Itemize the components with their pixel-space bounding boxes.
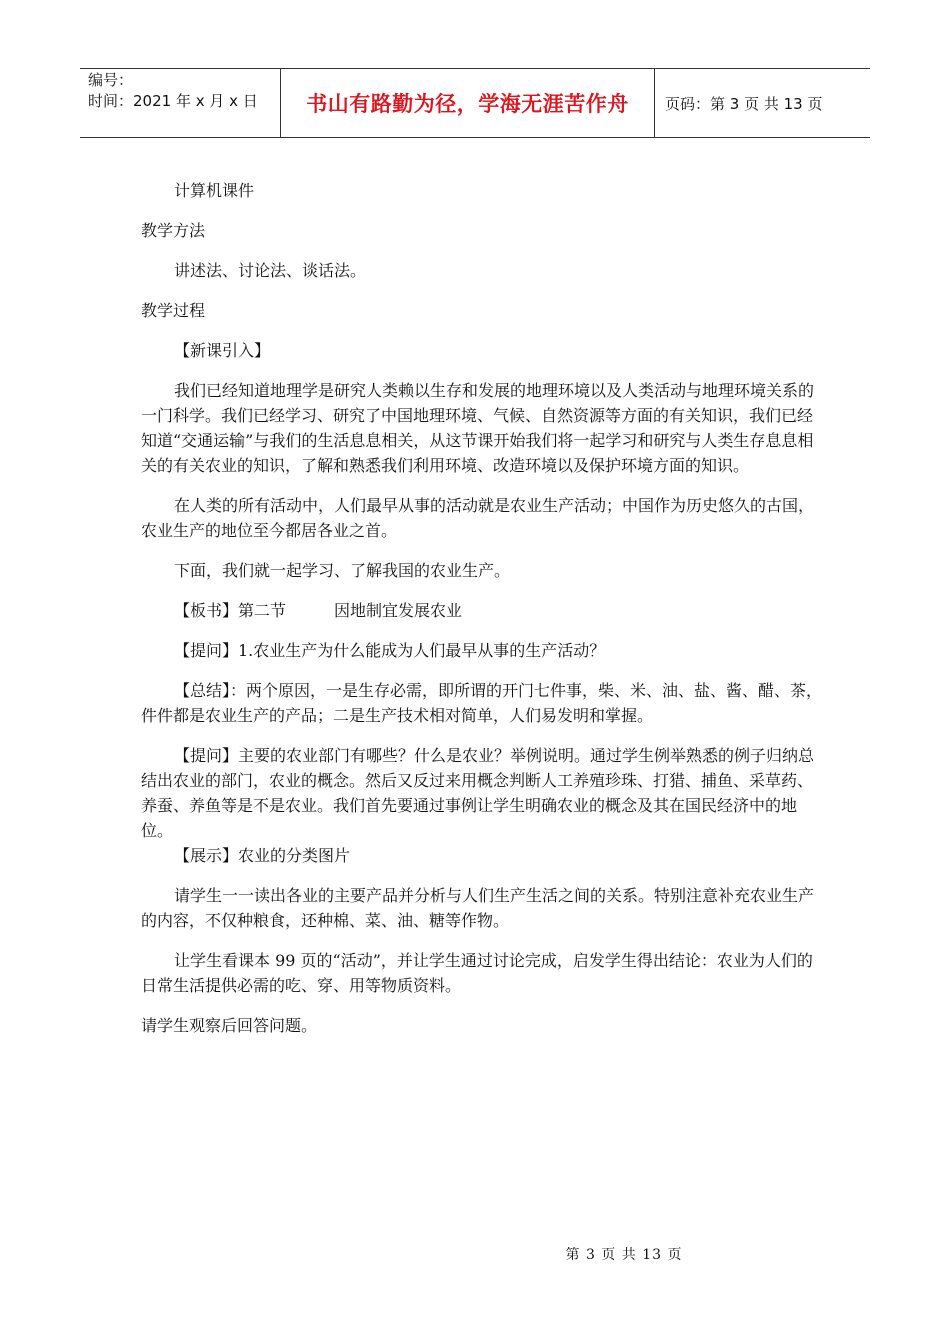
- header-motto: 书山有路勤为径，学海无涯苦作舟: [281, 69, 655, 137]
- page-footer: 第 3 页 共 13 页: [565, 1247, 683, 1263]
- page-header: [80, 68, 870, 138]
- document-body: [141, 178, 825, 1053]
- doc-date: 时间：2021 年 x 月 x 日: [88, 92, 258, 110]
- paragraph-products: 请学生一一读出各业的主要产品并分析与人们生产生活之间的关系。特别注意补充农业生产的内容，不仅种粮食，还种棉、菜、油、糖等作物。: [141, 886, 815, 930]
- paragraph-activity: 让学生看课本 99 页的“活动”，并让学生通过讨论完成，启发学生得出结论：农业为人们的日常生活提供必需的吃、穿、用等物质资料。: [141, 951, 813, 995]
- paragraph-summary: 【总结】：两个原因，一是生存必需，即所谓的开门七件事，柴、米、油、盐、酱、醋、茶，件件都是农业生产的产品；二是生产技术相对简单，人们易发明和掌握。: [141, 681, 823, 725]
- header-page-info: 页码：第 3 页 共 13 页: [665, 94, 823, 113]
- doc-number-label: 编号：: [88, 71, 134, 89]
- paragraph-question-2: 【提问】主要的农业部门有哪些？什么是农业？举例说明。通过学生例举熟悉的例子归纳总结出农业的部门，农业的概念。然后又反过来用概念判断人工养殖珍珠、打猎、捕鱼、采草药、养蚕、养鱼等是不是农业。我们首先要通过事例让学生明确农业的概念及其在国民经济中的地位。: [141, 746, 815, 840]
- paragraph-display: 【展示】农业的分类图片: [174, 846, 351, 865]
- paragraph-transition: 下面，我们就一起学习、了解我国的农业生产。: [174, 561, 511, 580]
- paragraph-methods: 讲述法、讨论法、谈话法。: [174, 261, 367, 280]
- header-meta: [80, 69, 281, 137]
- paragraph-materials: 计算机课件: [174, 181, 255, 200]
- paragraph-intro-tag: 【新课引入】: [174, 341, 271, 360]
- heading-teaching-method: 教学方法: [141, 221, 206, 240]
- heading-teaching-process: 教学过程: [141, 301, 206, 320]
- paragraph-board-title: 【板书】第二节 因地制宜发展农业: [174, 601, 463, 620]
- paragraph-intro: 我们已经知道地理学是研究人类赖以生存和发展的地理环境以及人类活动与地理环境关系的一门科学。我们已经学习、研究了中国地理环境、气候、自然资源等方面的有关知识，我们已经知道“交通运输”与我们的生活息息相关，从这节课开始我们将一起学习和研究与人类生存息息相关的有关农业的知识，了解和熟悉我们利用环境、改造环境以及保护环境方面的知识。: [141, 381, 815, 475]
- paragraph-observe: 请学生观察后回答问题。: [141, 1016, 318, 1035]
- paragraph-question-1: 【提问】1.农业生产为什么能成为人们最早从事的生产活动？: [174, 641, 606, 660]
- paragraph-agriculture-history: 在人类的所有活动中，人们最早从事的活动就是农业生产活动；中国作为历史悠久的古国，农业生产的地位至今都居各业之首。: [141, 496, 815, 540]
